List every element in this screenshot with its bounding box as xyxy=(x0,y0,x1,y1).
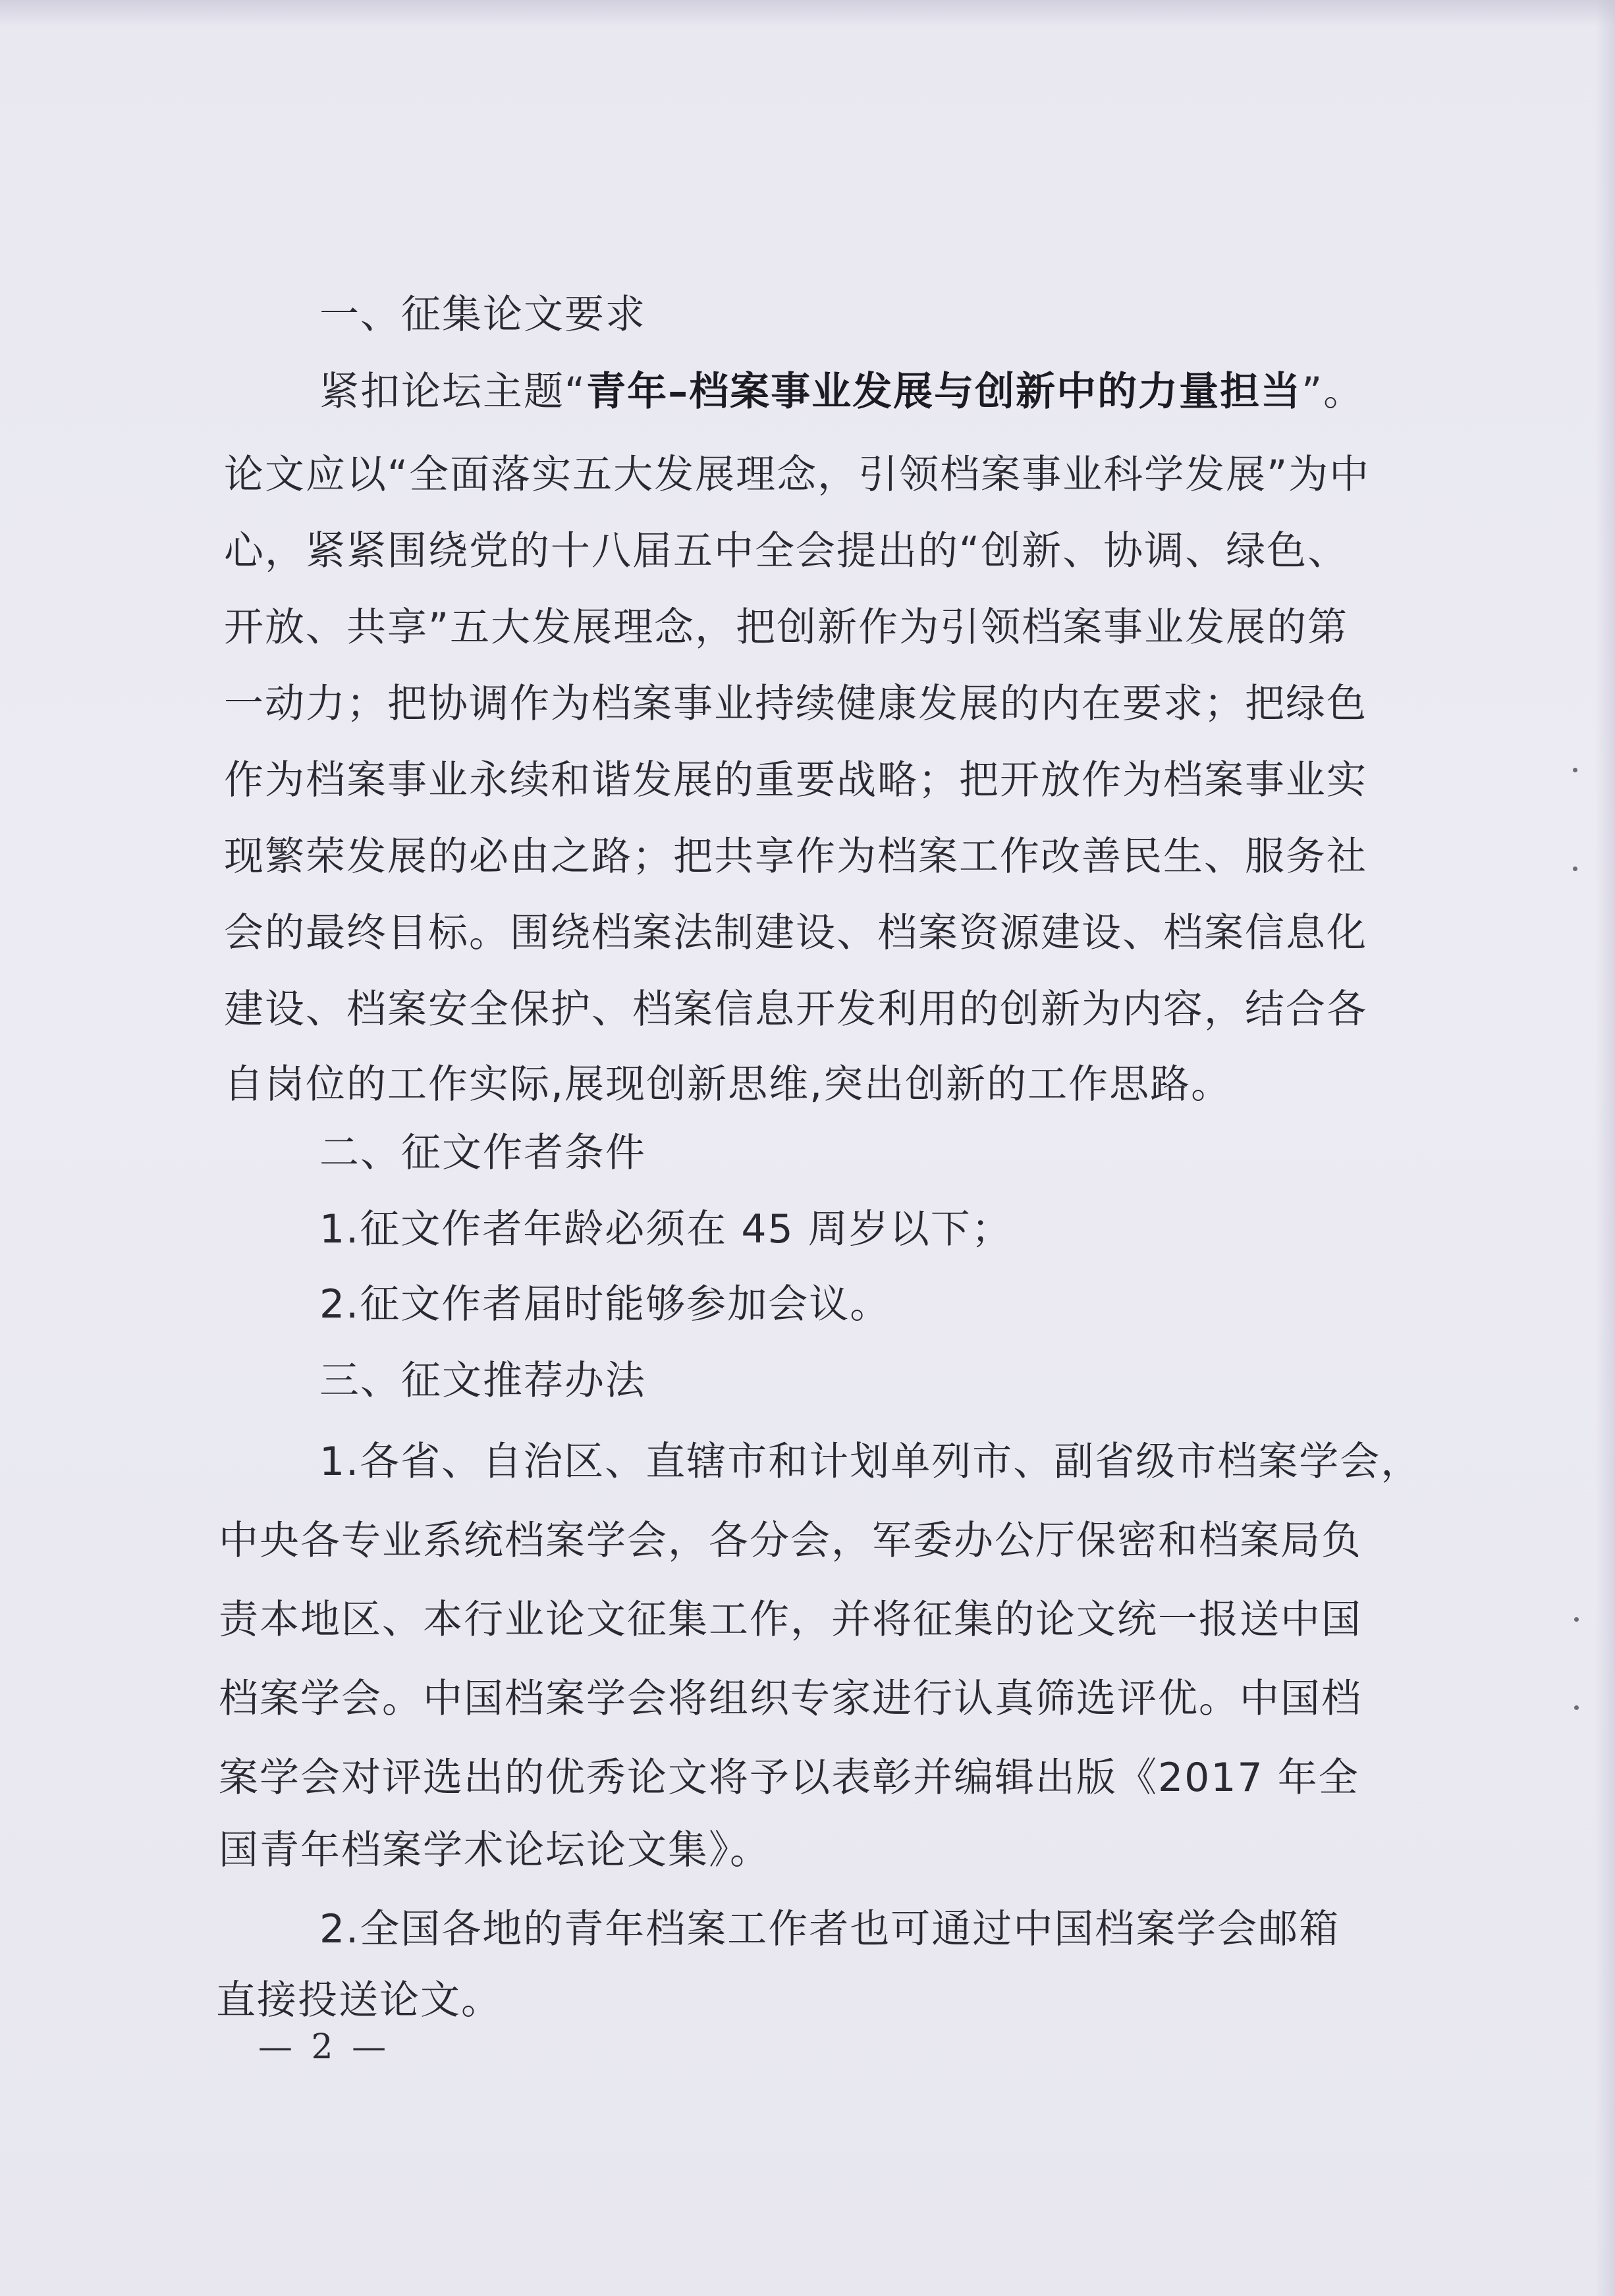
paragraph-line: 作为档案事业永续和谐发展的重要战略；把开放作为档案事业实 xyxy=(224,757,1367,803)
scan-shadow-right xyxy=(1595,0,1615,2296)
theme-paragraph-first-line xyxy=(319,365,1364,421)
paragraph-line: 中央各专业系统档案学会，各分会，军委办公厅保密和档案局负 xyxy=(219,1518,1362,1564)
forum-theme-bold: 青年–档案事业发展与创新中的力量担当 xyxy=(586,369,1302,415)
paragraph-line: 案学会对评选出的优秀论文将予以表彰并编辑出版《2017 年全 xyxy=(219,1755,1359,1801)
author-condition-1: 1.征文作者年龄必须在 45 周岁以下； xyxy=(319,1206,1012,1252)
paragraph-line: 直接投送论文。 xyxy=(216,1977,502,2023)
scan-speck xyxy=(1574,1617,1579,1622)
paragraph-line: 开放、共享”五大发展理念，把创新作为引领档案事业发展的第 xyxy=(224,604,1349,651)
author-condition-2: 2.征文作者届时能够参加会议。 xyxy=(319,1281,891,1327)
scan-shadow-top xyxy=(0,0,1615,26)
recommendation-1-first-line: 1.各省、自治区、直辖市和计划单列市、副省级市档案学会， xyxy=(319,1439,1422,1485)
paragraph-line: 建设、档案安全保护、档案信息开发利用的创新为内容，结合各 xyxy=(224,986,1367,1032)
scan-speck xyxy=(1573,768,1577,772)
theme-closing-quote: ”。 xyxy=(1301,369,1365,415)
paragraph-line: 责本地区、本行业论文征集工作，并将征集的论文统一报送中国 xyxy=(219,1597,1362,1643)
paragraph-line: 档案学会。中国档案学会将组织专家进行认真筛选评优。中国档 xyxy=(219,1676,1362,1722)
paragraph-line: 心，紧紧围绕党的十八届五中全会提出的“创新、协调、绿色、 xyxy=(224,528,1349,574)
section-2-heading: 二、征文作者条件 xyxy=(319,1130,646,1176)
paragraph-line: 论文应以“全面落实五大发展理念，引领档案事业科学发展”为中 xyxy=(224,452,1371,498)
paragraph-line: 自岗位的工作实际,展现创新思维,突出创新的工作思路。 xyxy=(224,1061,1232,1108)
paragraph-line: 国青年档案学术论坛论文集》。 xyxy=(219,1827,771,1873)
paragraph-line: 一动力；把协调作为档案事业持续健康发展的内在要求；把绿色 xyxy=(224,681,1367,727)
paragraph-line: 现繁荣发展的必由之路；把共享作为档案工作改善民生、服务社 xyxy=(224,834,1367,880)
paragraph-line: 会的最终目标。围绕档案法制建设、档案资源建设、档案信息化 xyxy=(224,910,1367,956)
section-3-heading: 三、征文推荐办法 xyxy=(319,1358,646,1404)
theme-lead-text: 紧扣论坛主题“ xyxy=(319,369,587,415)
page-number: — 2 — xyxy=(258,2027,391,2067)
scan-speck xyxy=(1573,867,1577,871)
section-1-heading: 一、征集论文要求 xyxy=(319,292,646,338)
recommendation-2-first-line: 2.全国各地的青年档案工作者也可通过中国档案学会邮箱 xyxy=(319,1906,1340,1952)
scan-speck xyxy=(1574,1705,1579,1710)
